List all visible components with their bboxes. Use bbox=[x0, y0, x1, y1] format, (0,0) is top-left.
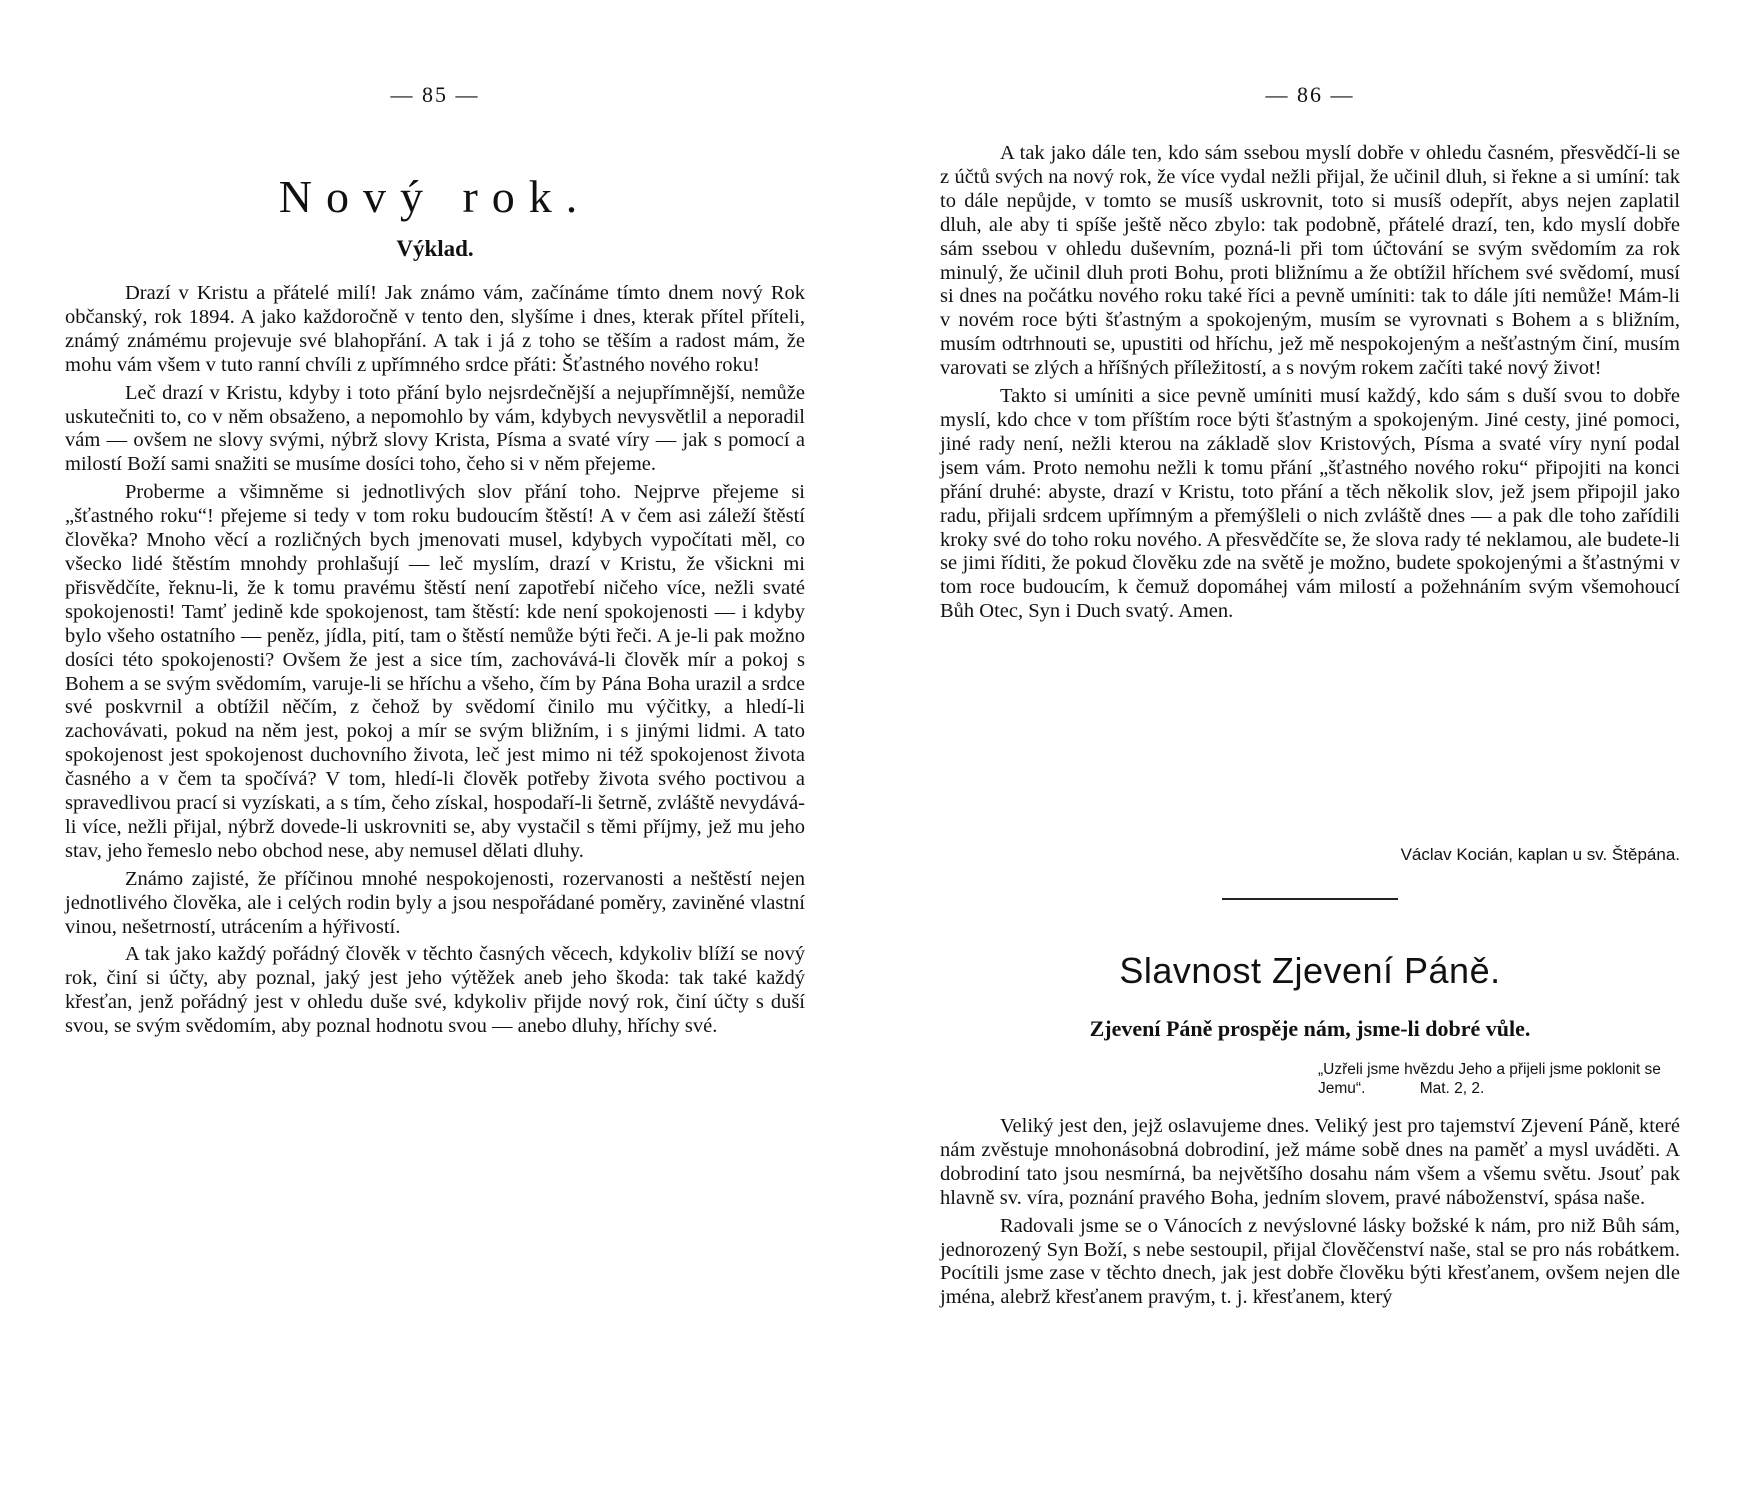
paragraph: A tak jako dále ten, kdo sám ssebou myslí dobře v ohledu časném, přesvědčí-li se z účtů svých na nový rok, že více vydal nežli přijal, že učinil dluh, si řekne a si umíní: tak to dále nepůjde, v tomto se musíš uskrovnit, toto si musíš odepřít, abys nejen zaplatil dluh, ale aby ti spíše ještě něco zbylo: tak podobně, přátelé drazí, ten, kdo myslí dobře sám ssebou v ohledu duševním, pozná-li při tom účtování se svým svědomím za rok minulý, že učinil dluh proti Bohu, proti bližnímu a že obtížil hříchem své svědomí, musí si dnes na počátku nového roku také říci a pevně umíniti: tak to dále jíti nemůže! Mám-li v novém roce býti šťastným a spokojeným, musím se vyrovnati s Bohem a s bližním, musím odtrhnouti se, upustiti od hříchu, jež mě nespokojeným a nešťastným činí, musím varovati se zlých a hříšných příležitostí, a s novým rokem začíti také nový život! bbox=[940, 142, 1680, 380]
paragraph: A tak jako každý pořádný člověk v těchto časných věcech, kdykoliv blíží se nový rok, činí si účty, aby poznal, jaký jest jeho výtěžek aneb jeho škoda: tak také každý křesťan, jenž pořádný jest v ohledu duše své, kdykoliv přijde nový rok, činí účty s duší svou, se svým svědomím, aby poznal hodnotu svou — anebo dluhy, hříchy své. bbox=[65, 943, 805, 1038]
feast-text bbox=[940, 1115, 1680, 1310]
feast-subtitle: Zjevení Páně prospěje nám, jsme-li dobré vůle. bbox=[1089, 1016, 1531, 1041]
epigraph-quote: „Uzřeli jsme hvězdu Jeho a přijeli jsme poklonit se Jemu“. bbox=[1318, 1061, 1661, 1097]
author-signature: Václav Kocián, kaplan u sv. Štěpána. bbox=[1400, 845, 1680, 864]
paragraph: Takto si umíniti a sice pevně umíniti musí každý, kdo sám s duší svou to dobře myslí, kdo chce v tom příštím roce býti šťastným a spokojeným. Jiné cesty, jiné pomoci, jiné rady není, nežli kterou na základě slov Kristových, Písma a svaté víry nyní podal jsem vám. Proto nemohu nežli k tomu přání „šťastného nového roku“ připojiti na konci přání druhé: abyste, drazí v Kristu, toto přání a těch několik slov, jež jsem připojil jako radu, přijali srdcem upřímným a přemýšleli o nich zvláště dnes — a pak dle toho zařídili kroky své do toho roku nového. A přesvědčíte se, že slova rady té neklamou, ale budete-li se jimi říditi, že pokud člověku zde na světě je možno, budete spokojenými a šťastnými v tom roce budoucím, k čemuž dopomáhej vám milostí a požehnáním svým všemohoucí Bůh Otec, Syn i Duch svatý. Amen. bbox=[940, 385, 1680, 623]
feast-title: Slavnost Zjevení Páně. bbox=[1119, 950, 1501, 991]
page-title: Nový rok. bbox=[278, 171, 592, 222]
epigraph bbox=[1318, 1060, 1678, 1098]
right-page-text bbox=[940, 142, 1680, 624]
paragraph: Veliký jest den, jejž oslavujeme dnes. Veliký jest pro tajemství Zjevení Páně, které nám zvěstuje mnohonásobná dobrodiní, jež máme sobě dnes na paměť a mysl uváděti. A dobrodiní tato jsou nesmírná, ba největšího dosahu nám všem a všemu světu. Jsouť pak hlavně sv. víra, poznání pravého Boha, jedním slovem, pravé náboženství, spása naše. bbox=[940, 1115, 1680, 1209]
section-divider bbox=[1222, 898, 1398, 900]
paragraph: Drazí v Kristu a přátelé milí! Jak známo vám, začínáme tímto dnem nový Rok občanský, rok 1894. A jako každoročně v tento den, slyšíme i dnes, kterak přítel příteli, známý známému projevuje své blahopřání. A tak i já z toho se těším a radost mám, že mohu vám všem v tuto ranní chvíli z upřímného srdce přáti: Šťastného nového roku! bbox=[65, 282, 805, 376]
paragraph: Leč drazí v Kristu, kdyby i toto přání bylo nejsrdečnější a nejupřímnější, nemůže uskutečniti to, co v něm obsaženo, a nepomohlo by vám, kdybych nevysvětlil a neporadil vám — ovšem ne slovy svými, nýbrž slovy Krista, Písma a svaté víry — jak s pomocí a milostí Boží sami snažiti se musíme dosíci toho, čeho si v něm přejeme. bbox=[65, 381, 805, 476]
paragraph: Proberme a všimněme si jednotlivých slov přání toho. Nejprve přejeme si „šťastného roku“! přejeme si tedy v tom roku budoucím štěstí! A v čem asi záleží štěstí člověka? Mnoho věcí a rozličných bych jmenovati musel, kdybych vypočítati měl, co všecko lidé štěstím mnohdy prohlašují — leč myslím, drazí v Kristu, že všickni mi přisvědčíte, řeknu-li, že k tomu pravému štěstí není zapotřebí ničeho více, nežli svaté spokojenosti! Tamť jedině kde spokojenost, tam štěstí: kde není spokojenosti — i kdyby bylo všeho ostatního — peněz, jídla, pití, tam o štěstí nemůže býti řeči. A je-li pak možno dosíci této spokojenosti? Ovšem že jest a sice tím, zachovává-li člověk mír a pokoj s Bohem a se svým svědomím, varuje-li se hříchu a všeho, čím by Pána Boha urazil a srdce své poskvrnil a obtížil něčím, z čehož by svědomí činilo mu výčitky, a hledí-li zachovávati, pokud na něm jest, pokoj a mír se svým bližním, i s jinými lidmi. A tato spokojenost jest spokojenost duchovního života, leč jest mimo ni též spokojenost života časného a v čem ta spočívá? V tom, hledí-li člověk potřeby života svého poctivou a spravedlivou prací si vyzískati, a s tím, čeho získal, hospodaří-li šetrně, zvláště nevydává-li více, nežli přijal, nýbrž dovede-li uskrovniti se, aby vystačil s těmi příjmy, jež mu jeho stav, jeho řemeslo nebo obchod nese, aby nemusel dělati dluhy. bbox=[65, 481, 805, 862]
page-number-left: — 85 — bbox=[390, 82, 480, 107]
paragraph: Známo zajisté, že příčinou mnohé nespokojenosti, rozervanosti a neštěstí nejen jednotlivého člověka, ale i celých rodin byly a jsou nespořádané poměry, zaviněné vlastní vinou, nešetrností, utrácením a hýřivostí. bbox=[65, 867, 805, 938]
page-number-right: — 86 — bbox=[1265, 82, 1355, 107]
left-page-text bbox=[65, 282, 805, 1039]
epigraph-reference: Mat. 2, 2. bbox=[1419, 1080, 1485, 1097]
section-subtitle: Výklad. bbox=[396, 236, 474, 261]
paragraph: Radovali jsme se o Vánocích z nevýslovné lásky božské k nám, pro niž Bůh sám, jednorozený Syn Boží, s nebe sestoupil, přijal člověčenství naše, stal se pro nás robátkem. Pocítili jsme zase v těchto dnech, jak jest dobře člověku býti křesťanem, ovšem nejen dle jména, alebrž křesťanem pravým, t. j. křesťanem, který bbox=[940, 1214, 1680, 1309]
